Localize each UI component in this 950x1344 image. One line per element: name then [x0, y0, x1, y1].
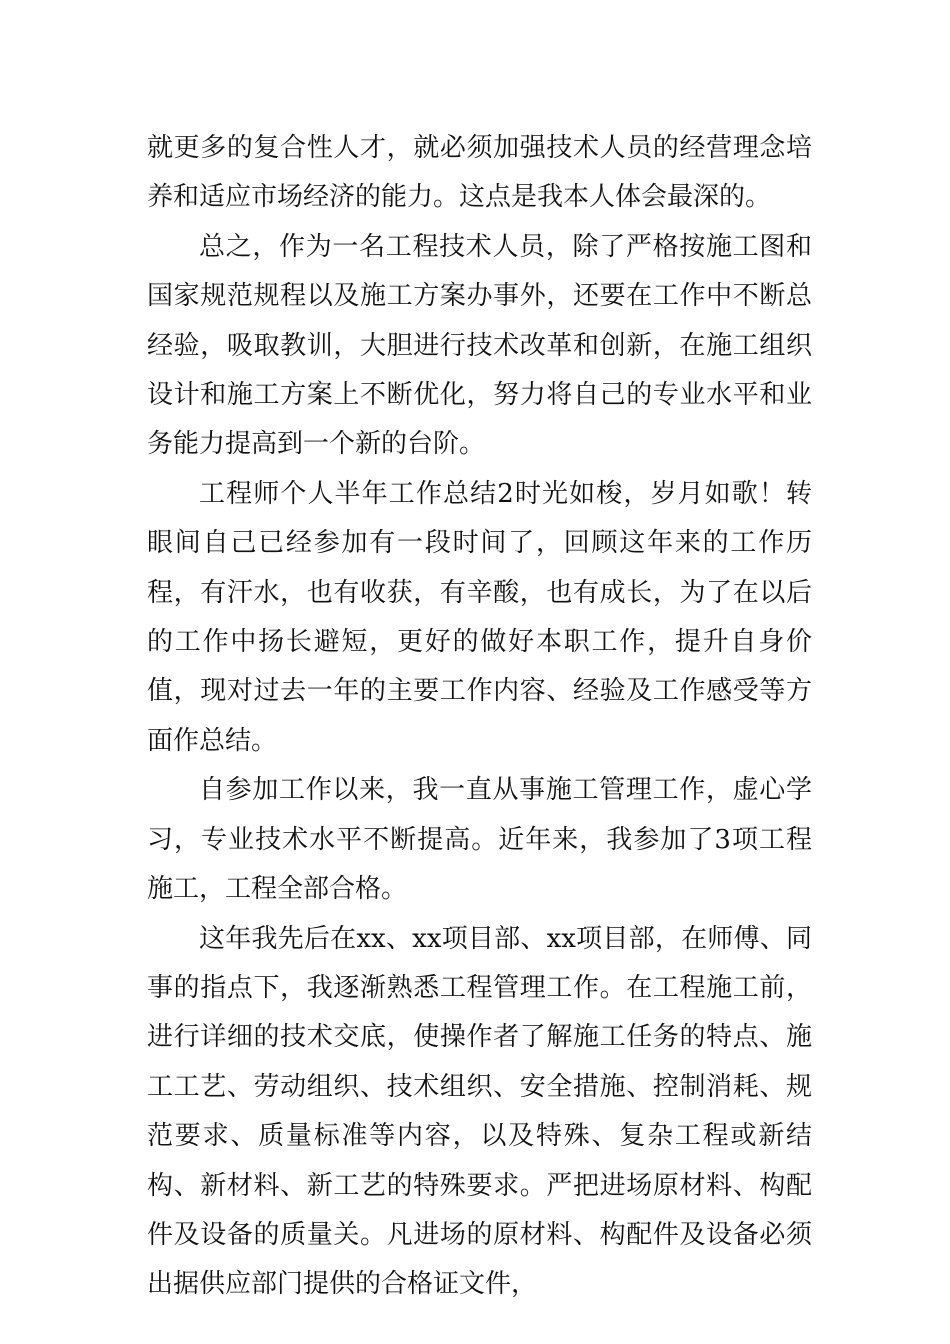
paragraph-5: 这年我先后在xx、xx项目部、xx项目部，在师傅、同事的指点下，我逐渐熟悉工程管理工作。在工程施工前，进行详细的技术交底，使操作者了解施工任务的特点、施工工艺、劳动组织、技术组织、安全措施、控制消耗、规范要求、质量标准等内容，以及特殊、复杂工程或新结构、新材料、新工艺的特殊要求。严把进场原材料、构配件及设备的质量关。凡进场的原材料、构配件及设备必须出据供应部门提供的合格证文件，: [147, 923, 812, 1300]
paragraph-3: 工程师个人半年工作总结2时光如梭，岁月如歌！转眼间自己已经参加有一段时间了，回顾这年来的工作历程，有汗水，也有收获，有辛酸，也有成长，为了在以后的工作中扬长避短，更好的做好本职工作，提升自身价值，现对过去一年的主要工作内容、经验及工作感受等方面作总结。: [147, 478, 812, 756]
paragraph-2: 总之，作为一名工程技术人员，除了严格按施工图和国家规范规程以及施工方案办事外，还要在工作中不断总经验，吸取教训，大胆进行技术改革和创新，在施工组织设计和施工方案上不断优化，努力将自己的专业水平和业务能力提高到一个新的台阶。: [147, 231, 812, 460]
paragraph-1: 就更多的复合性人才，就必须加强技术人员的经营理念培养和适应市场经济的能力。这点是我本人体会最深的。: [147, 133, 812, 213]
document-body: [147, 124, 812, 1310]
paragraph-4: 自参加工作以来，我一直从事施工管理工作，虚心学习，专业技术水平不断提高。近年来，我参加了3项工程施工，工程全部合格。: [147, 775, 812, 905]
